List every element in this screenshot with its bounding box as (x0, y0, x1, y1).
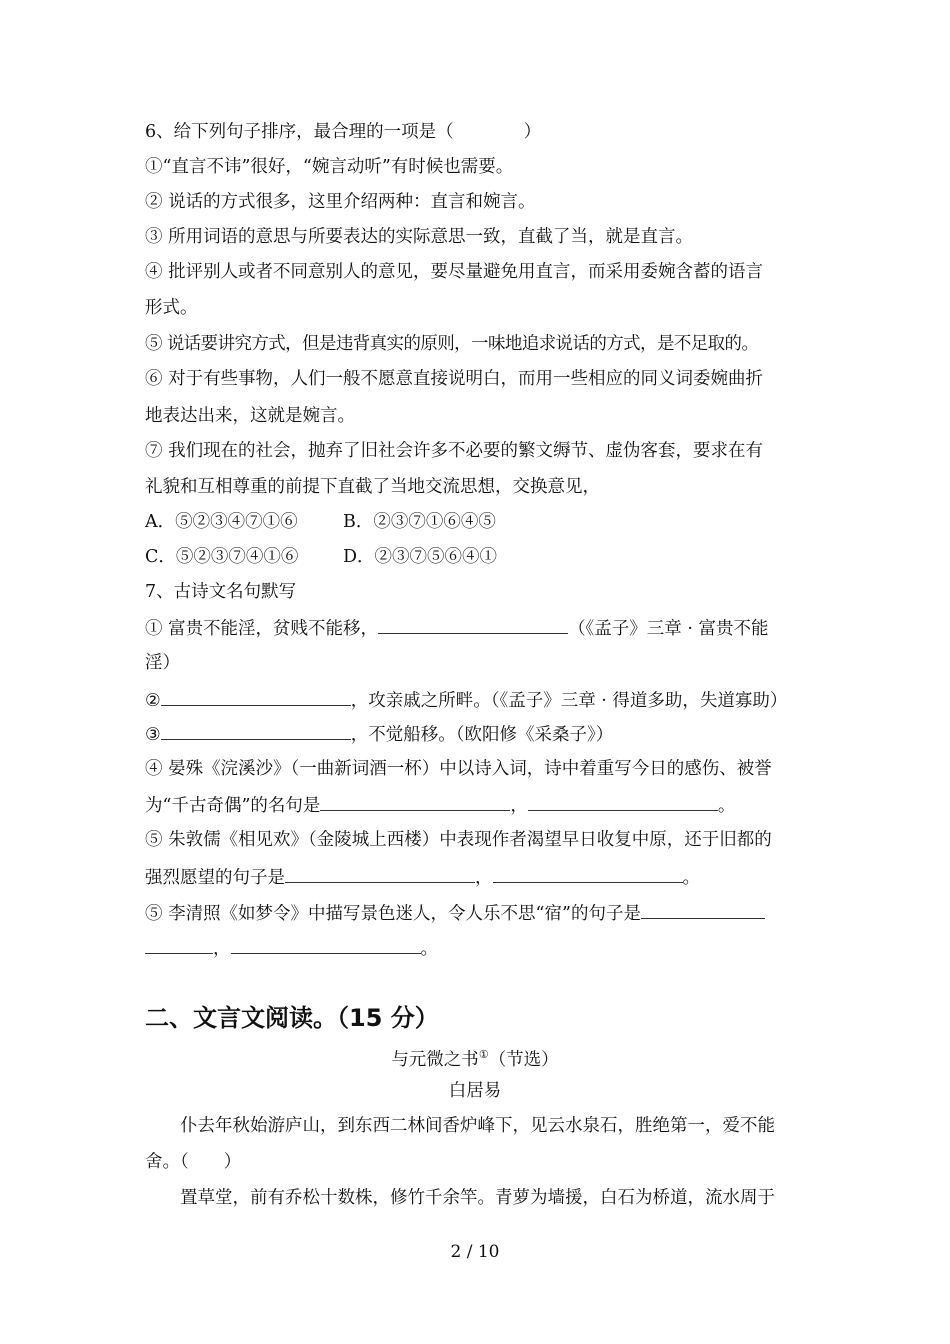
q7-question: 7、古诗文名句默写 (145, 582, 297, 602)
essay-paragraph-2: 置草堂，前有乔松十数株，修竹千余竿。青萝为墙援，白石为桥道，流水周于 (180, 1188, 775, 1208)
section-heading: 二、文言文阅读。（15 分） (145, 1004, 439, 1032)
period: 。 (420, 939, 438, 959)
q7-item-2-num: ② (145, 691, 161, 711)
answer-blank[interactable] (161, 721, 351, 740)
footnote-marker: ① (478, 1048, 489, 1061)
q7-item-1-text: ① 富贵不能淫，贫贱不能移， (145, 619, 379, 639)
answer-blank[interactable] (378, 615, 568, 634)
q7-item-6 (145, 900, 765, 926)
q6-sentence-6-cont: 地表达出来，这就是婉言。 (145, 406, 355, 426)
answer-blank[interactable] (641, 900, 765, 919)
answer-blank[interactable] (285, 864, 475, 883)
essay-paragraph-1-cont: 舍。（ ） (145, 1152, 242, 1172)
q6-option-d: D．②③⑦⑤⑥④① (343, 547, 498, 567)
q6-sentence-4: ④ 批评别人或者不同意别人的意见，要尽量避免用直言，而采用委婉含蓄的语言 (145, 262, 764, 282)
answer-blank[interactable] (145, 935, 213, 954)
essay-author: 白居易 (448, 1081, 502, 1101)
q7-item-5-cont (145, 864, 700, 890)
q7-item-1-cont: 淫） (145, 653, 180, 673)
answer-blank[interactable] (320, 792, 510, 811)
essay-title-text: 与元微之书 (391, 1049, 479, 1070)
q7-item-2 (145, 687, 787, 713)
q6-sentence-2: ② 说话的方式很多，这里介绍两种：直言和婉言。 (145, 192, 536, 212)
q6-sentence-3: ③ 所用词语的意思与所要表达的实际意思一致，直截了当，就是直言。 (145, 227, 694, 247)
comma: ， (475, 868, 493, 888)
q6-option-c: C．⑤②③⑦④①⑥ (145, 547, 299, 567)
answer-blank[interactable] (231, 935, 421, 954)
q7-item-3-num: ③ (145, 725, 161, 745)
q6-sentence-5: ⑤ 说话要讲究方式，但是违背真实的原则，一味地追求说话的方式，是不足取的。 (145, 334, 759, 354)
q7-item-5-text: 强烈愿望的句子是 (145, 868, 285, 888)
q7-item-3-text: ，不觉船移。（欧阳修《采桑子》） (350, 725, 614, 745)
q6-sentence-1: ①“直言不讳”很好，“婉言动听”有时候也需要。 (145, 157, 514, 177)
q7-item-6-text: ⑤ 李清照《如梦令》中描写景色迷人，令人乐不思“宿”的句子是 (145, 904, 641, 924)
q7-item-1 (145, 615, 769, 641)
q6-option-a: A．⑤②③④⑦①⑥ (145, 512, 298, 532)
page-number: 2 / 10 (450, 1242, 500, 1262)
answer-blank[interactable] (161, 687, 351, 706)
comma: ， (510, 796, 528, 816)
q6-option-b: B．②③⑦①⑥④⑤ (343, 512, 496, 532)
q7-item-2-text: ，攻亲戚之所畔。（《孟子》三章 · 得道多助，失道寡助） (350, 691, 788, 711)
q6-sentence-7: ⑦ 我们现在的社会，抛弃了旧社会许多不必要的繁文缛节、虚伪客套，要求在有 (145, 441, 764, 461)
answer-blank[interactable] (493, 864, 683, 883)
q6-sentence-6: ⑥ 对于有些事物，人们一般不愿意直接说明白，而用一些相应的同义词委婉曲折 (145, 369, 764, 389)
essay-paragraph-1: 仆去年秋始游庐山，到东西二林间香炉峰下，见云水泉石，胜绝第一，爱不能 (180, 1116, 775, 1136)
q6-sentence-7-cont: 礼貌和互相尊重的前提下直截了当地交流思想，交换意见， (145, 477, 600, 497)
q7-item-4-cont (145, 792, 735, 818)
period: 。 (682, 868, 700, 888)
q7-item-3 (145, 721, 613, 747)
period: 。 (717, 796, 736, 816)
q7-item-5: ⑤ 朱敦儒《相见欢》（金陵城上西楼）中表现作者渴望早日收复中原，还于旧都的 (145, 830, 772, 850)
q7-item-1-source: （《孟子》三章 · 富贵不能 (568, 619, 769, 639)
essay-excerpt-note: （节选） (488, 1049, 559, 1070)
q6-question: 6、给下列句子排序，最合理的一项是（ ） (145, 122, 542, 142)
q7-item-6-cont (145, 935, 438, 961)
answer-blank[interactable] (528, 792, 718, 811)
q7-item-4: ④ 晏殊《浣溪沙》（一曲新词酒一杯）中以诗入词，诗中着重写今日的感伤、被誉 (145, 759, 772, 779)
comma: ， (213, 939, 231, 959)
q6-sentence-4-cont: 形式。 (145, 298, 198, 318)
essay-title (145, 1043, 805, 1072)
q7-item-4-text: 为“千古奇偶”的名句是 (145, 796, 321, 816)
